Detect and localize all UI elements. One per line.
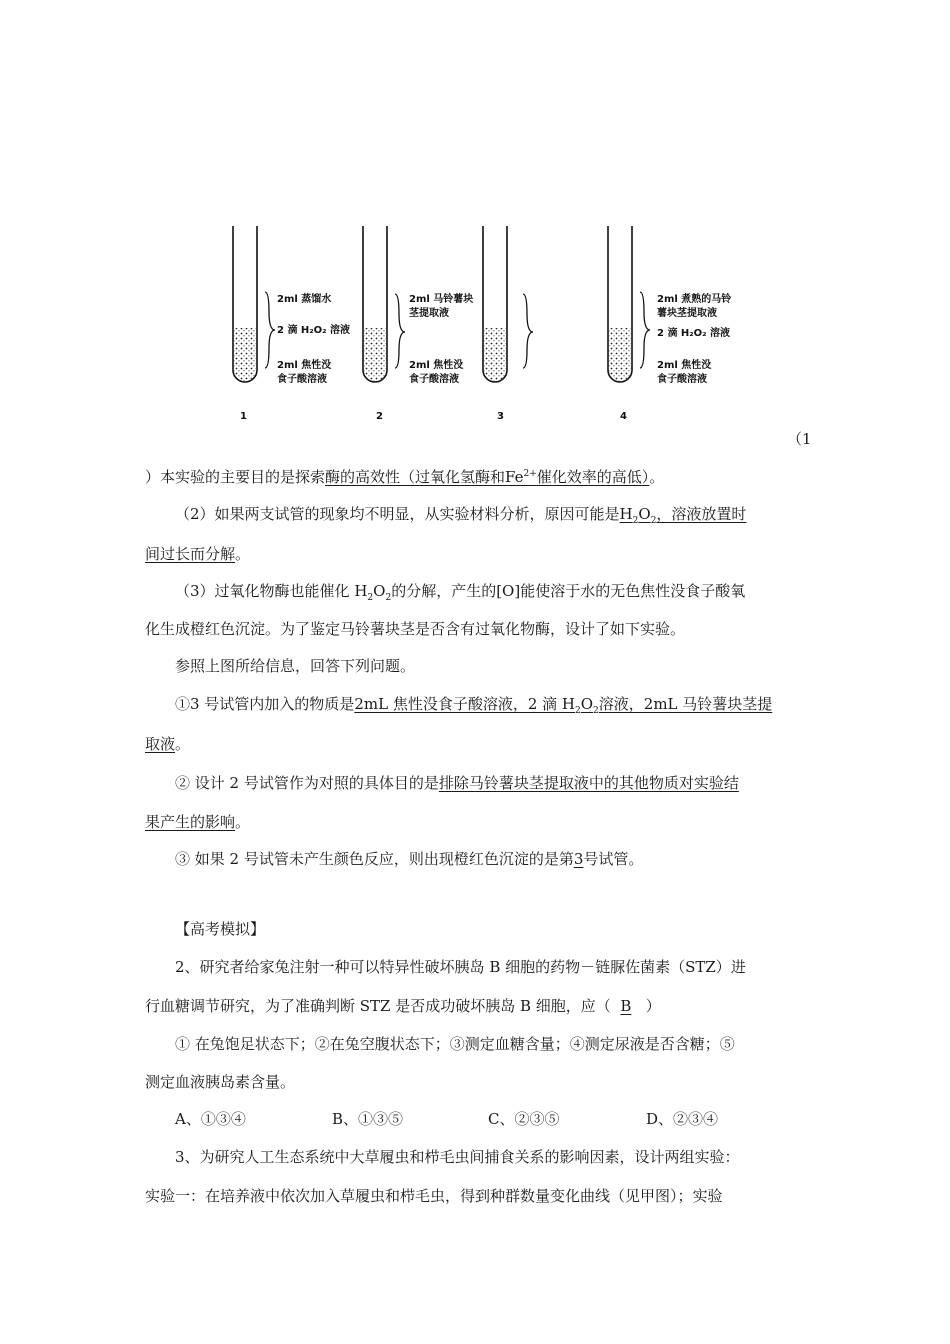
sub1-answer-sub1: 2: [575, 706, 581, 716]
sub2-line1: [175, 772, 739, 794]
tube-4: [608, 226, 731, 422]
q2-answer-line1: [619, 505, 747, 526]
tube-4-label-bot1: 2ml 焦性没: [657, 360, 712, 371]
q3-sub1: 2: [367, 593, 374, 603]
sub1-answer-line2: 取液: [145, 735, 176, 753]
q-2-line3: ① 在兔饱足状态下；②在兔空腹状态下；③测定血糖含量；④测定尿液是否含糖；⑤: [175, 1035, 735, 1053]
q2-answer-h: H: [619, 505, 633, 523]
tube-4-label-mid: 2 滴 H₂O₂ 溶液: [657, 328, 731, 339]
tube-3-number: 3: [497, 411, 504, 422]
q2-answer-text1: ，溶液放置时: [656, 505, 747, 523]
sub1-answer-sub2: 2: [593, 706, 599, 716]
tube-1-label-top: 2ml 蒸馏水: [277, 294, 332, 305]
option-c: C、②③⑤: [488, 1110, 560, 1128]
q2-line2: [145, 543, 250, 565]
q-3-line1: 3、为研究人工生态系统中大草履虫和栉毛虫间捕食关系的影响因素，设计两组实验：: [175, 1148, 740, 1166]
sub2-answer-line2: 果产生的影响: [145, 813, 236, 831]
tube-1-label-mid: 2 滴 H₂O₂ 溶液: [277, 325, 351, 336]
q2-answer-sub2: 2: [650, 516, 657, 526]
tube-2-label-bot1: 2ml 焦性没: [409, 360, 464, 371]
tube-1: [233, 226, 350, 422]
q1-answer-sup: 2+: [523, 469, 537, 479]
sub1-end: 。: [175, 735, 191, 753]
q1-answer: [325, 468, 649, 486]
sub2-text: ② 设计 2 号试管作为对照的具体目的是: [175, 774, 439, 792]
sub1-answer-line1: [354, 695, 773, 716]
q-3-line2: 实验一：在培养液中依次加入草履虫和栉毛虫，得到种群数量变化曲线（见甲图）；实验: [145, 1187, 723, 1205]
sub1-answer-b: O: [580, 695, 594, 713]
q3-line1: [175, 580, 745, 602]
q1-prefix: （1: [787, 430, 812, 448]
sub1-answer-a: 2mL 焦性没食子酸溶液，2 滴 H: [354, 695, 575, 713]
tube-2: [363, 226, 473, 422]
q1-line: [145, 466, 664, 488]
test-tube-diagram: [225, 222, 785, 432]
sub3-line: [175, 848, 643, 870]
q2-answer-sub1: 2: [632, 516, 639, 526]
sub3-answer: 3: [573, 850, 584, 868]
sub1-text: ①3 号试管内加入的物质是: [175, 695, 355, 713]
q3-line1-start: （3）过氧化物酶也能催化 H: [175, 582, 368, 600]
q1-answer-part-b: 催化效率的高低）: [536, 468, 650, 486]
option-b: B、①③⑤: [332, 1110, 404, 1128]
q-2-line1: 2、研究者给家兔注射一种可以特异性破坏胰岛 B 细胞的药物－链脲佐菌素（STZ）进: [175, 958, 746, 976]
q2-text: （2）如果两支试管的现象均不明显，从实验材料分析，原因可能是: [175, 505, 620, 523]
q3-line1-o: O: [373, 582, 386, 600]
option-a: A、①③④: [175, 1110, 246, 1128]
sub2-line2: [145, 811, 250, 833]
tube-1-label-bot2: 食子酸溶液: [277, 374, 327, 385]
tube-2-label-bot2: 食子酸溶液: [409, 374, 459, 385]
q2-answer-o: O: [638, 505, 651, 523]
section-title: 【高考模拟】: [175, 920, 266, 938]
option-d: D、②③④: [646, 1110, 719, 1128]
tube-1-number: 1: [240, 411, 247, 422]
tube-4-number: 4: [620, 411, 627, 422]
tube-4-label-top2: 薯块茎提取液: [657, 308, 717, 319]
test-tube-figure: [225, 222, 785, 432]
q3-line3: 参照上图所给信息，回答下列问题。: [175, 657, 416, 675]
tube-4-label-bot2: 食子酸溶液: [657, 374, 707, 385]
sub3-end: 号试管。: [583, 850, 644, 868]
q2-answer-line2: 间过长而分解: [145, 545, 236, 563]
tube-3: [483, 226, 533, 422]
tube-1-label-bot1: 2ml 焦性没: [277, 360, 332, 371]
q-2-answer: B: [620, 997, 632, 1015]
sub1-line1: [175, 693, 772, 715]
q3-sub2: 2: [385, 593, 392, 603]
q3-line2: 化生成橙红色沉淀。为了鉴定马铃薯块茎是否含有过氧化物酶，设计了如下实验。: [145, 620, 686, 638]
sub3-text: ③ 如果 2 号试管未产生颜色反应，则出现橙红色沉淀的是第: [175, 850, 574, 868]
q2-end: 。: [235, 545, 251, 563]
tube-2-number: 2: [376, 411, 383, 422]
sub1-line2: [145, 733, 190, 755]
q2-line1: [175, 503, 746, 525]
sub1-answer-c: 溶液，2mL 马铃薯块茎提: [598, 695, 773, 713]
q-2-line4: 测定血液胰岛素含量。: [145, 1073, 296, 1091]
sub2-end: 。: [235, 813, 251, 831]
q-2-line2-end: ）: [645, 997, 661, 1015]
q1-answer-part-a: 酶的高效性（过氧化氢酶和Fe: [325, 468, 524, 486]
q-2-line2-text: 行血糖调节研究，为了准确判断 STZ 是否成功破坏胰岛 B 细胞，应（: [145, 997, 611, 1015]
q1-end: 。: [649, 468, 665, 486]
q-2-line2: [145, 995, 661, 1017]
tube-4-label-top1: 2ml 煮熟的马铃: [657, 294, 732, 305]
q3-line1-end: 的分解，产生的[O]能使溶于水的无色焦性没食子酸氧: [391, 582, 746, 600]
tube-2-label-top1: 2ml 马铃薯块: [409, 294, 474, 305]
sub2-answer-line1: 排除马铃薯块茎提取液中的其他物质对实验结: [438, 774, 739, 792]
tube-2-label-top2: 茎提取液: [409, 308, 449, 319]
q1-text: ）本实验的主要目的是探索: [145, 468, 326, 486]
